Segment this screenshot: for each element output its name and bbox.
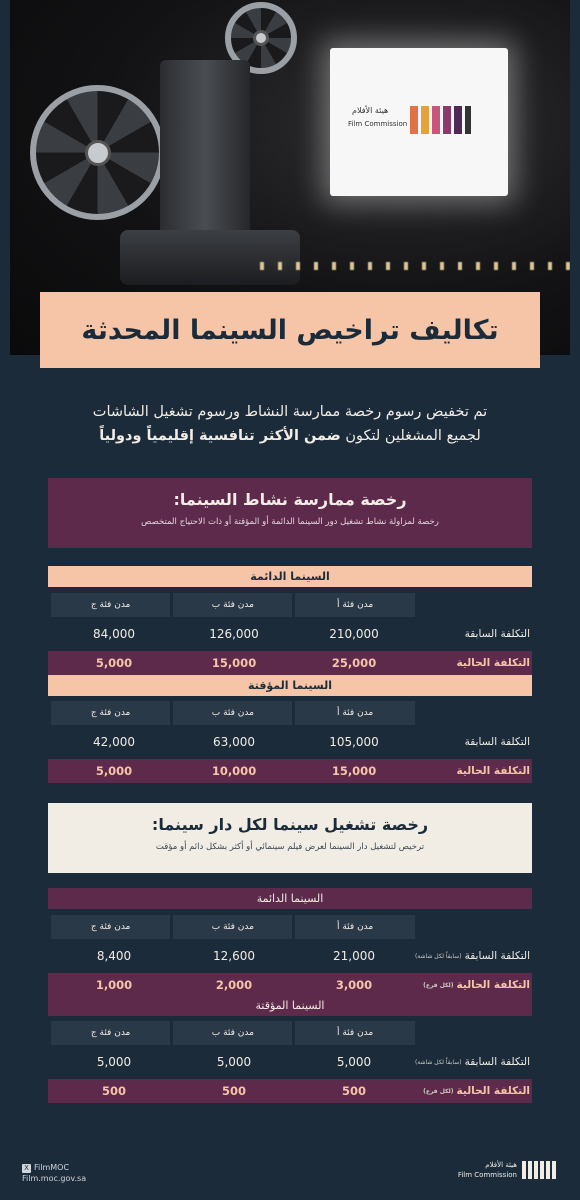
curr-cat-c: 5,000 [95,764,133,778]
intro-line-2 [30,424,550,448]
prev-cat-b: 63,000 [213,735,255,749]
header-cat-b: مدن فئة ب [173,915,292,939]
prev-cat-a: 105,000 [329,735,379,749]
table-s2-temporary [48,1021,532,1108]
projection-screen [330,48,508,196]
section-activity-license [48,478,532,548]
film-commission-logo-icon [410,106,471,134]
header-cat-c: مدن فئة ج [51,701,170,725]
header-cat-c: مدن فئة ج [51,915,170,939]
table-row-current [48,1079,532,1103]
table-row-current [48,651,532,675]
current-cost-label: التكلفة الحالية (لكل فرع) [423,1085,530,1097]
header-cat-a: مدن فئة أ [295,915,414,939]
current-cost-label: التكلفة الحالية (لكل فرع) [423,979,530,991]
section-subtitle: رخصة لمزاولة نشاط تشغيل دور السينما الدائمة أو المؤقتة أو ذات الاحتياج المتخصص [141,517,439,527]
footer-logo-en: Film Commission [457,1171,517,1179]
page-title: تكاليف تراخيص السينما المحدثة [40,292,540,368]
curr-cat-c: 500 [102,1084,127,1098]
current-cost-label: التكلفة الحالية [456,657,530,669]
header-cat-a: مدن فئة أ [295,1021,414,1045]
curr-cat-b: 10,000 [211,764,257,778]
website-link[interactable]: Film.moc.gov.sa [22,1174,87,1183]
section-subtitle: ترخيص لتشغيل دار السينما لعرض فيلم سينمائي أو أكثر بشكل دائم أو مؤقت [155,842,425,852]
header-cat-b: مدن فئة ب [173,593,292,617]
previous-cost-note: (سابقاً لكل شاشة) [414,952,462,960]
prev-cat-b: 126,000 [209,627,259,641]
previous-cost-label: التكلفة السابقة (سابقاً لكل شاشة) [414,1056,530,1068]
current-cost-label: التكلفة الحالية [456,765,530,777]
prev-cat-a: 210,000 [329,627,379,641]
projector-base [120,230,300,285]
intro-highlight: ضمن الأكثر تنافسية إقليمياً ودولياً [99,428,341,444]
table-header-row [48,1021,532,1045]
header-cat-b: مدن فئة ب [173,1021,292,1045]
film-reel-large [30,85,165,220]
curr-cat-a: 25,000 [331,656,377,670]
header-cat-c: مدن فئة ج [51,593,170,617]
footer-social [22,1162,86,1184]
intro-line-2-start: لجميع المشغلين لتكون [345,428,481,444]
header-cat-a: مدن فئة أ [295,701,414,725]
footer-logo-ar: هيئة الأفلام [485,1161,517,1169]
intro-line-1: تم تخفيض رسوم رخصة ممارسة النشاط ورسوم تشغيل الشاشات [92,404,488,420]
table-row-previous [48,730,532,754]
intro-text [30,400,550,448]
table-row-previous [48,944,532,968]
table-s1-permanent [48,593,532,680]
previous-cost-label: التكلفة السابقة (سابقاً لكل شاشة) [414,950,530,962]
table-row-previous [48,1050,532,1074]
prev-cat-b: 5,000 [216,1055,252,1069]
current-cost-note: (لكل فرع) [423,981,454,989]
table-s1-temporary [48,701,532,788]
curr-cat-a: 3,000 [335,978,373,992]
prev-cat-c: 42,000 [93,735,135,749]
footer-logo [458,1160,556,1180]
header-cat-b: مدن فئة ب [173,701,292,725]
curr-cat-c: 5,000 [95,656,133,670]
category-bar-temporary: السينما المؤقتة [48,675,532,696]
prev-cat-c: 84,000 [93,627,135,641]
projector-body [160,60,250,245]
table-header-row [48,915,532,939]
film-commission-logo-icon [522,1161,556,1179]
table-row-current [48,759,532,783]
section-operation-license [48,803,532,873]
previous-cost-label: التكلفة السابقة [464,736,530,748]
prev-cat-b: 12,600 [213,949,255,963]
category-bar-permanent: السينما الدائمة [48,566,532,587]
table-row-current [48,973,532,997]
string-lights [260,262,570,270]
prev-cat-c: 8,400 [96,949,132,963]
prev-cat-a: 5,000 [336,1055,372,1069]
curr-cat-b: 2,000 [215,978,253,992]
table-header-row [48,593,532,617]
x-social-icon: X [22,1164,31,1173]
section-heading: رخصة ممارسة نشاط السينما: [173,490,407,509]
header-cat-c: مدن فئة ج [51,1021,170,1045]
previous-cost-label: التكلفة السابقة [464,628,530,640]
prev-cat-a: 21,000 [333,949,375,963]
curr-cat-b: 500 [222,1084,247,1098]
category-bar-permanent: السينما الدائمة [48,888,532,909]
curr-cat-c: 1,000 [95,978,133,992]
social-handle[interactable]: FilmMOC [34,1163,70,1172]
category-bar-temporary: السينما المؤقتة [48,995,532,1016]
curr-cat-a: 15,000 [331,764,377,778]
current-cost-note: (لكل فرع) [423,1087,454,1095]
screen-logo-en: Film Commission [348,120,408,128]
curr-cat-a: 500 [342,1084,367,1098]
header-cat-a: مدن فئة أ [295,593,414,617]
previous-cost-note: (سابقاً لكل شاشة) [414,1058,462,1066]
table-header-row [48,701,532,725]
table-row-previous [48,622,532,646]
curr-cat-b: 15,000 [211,656,257,670]
table-s2-permanent [48,915,532,1002]
screen-logo-ar: هيئة الأفلام [352,106,389,115]
section-heading: رخصة تشغيل سينما لكل دار سينما: [151,815,429,834]
prev-cat-c: 5,000 [96,1055,132,1069]
